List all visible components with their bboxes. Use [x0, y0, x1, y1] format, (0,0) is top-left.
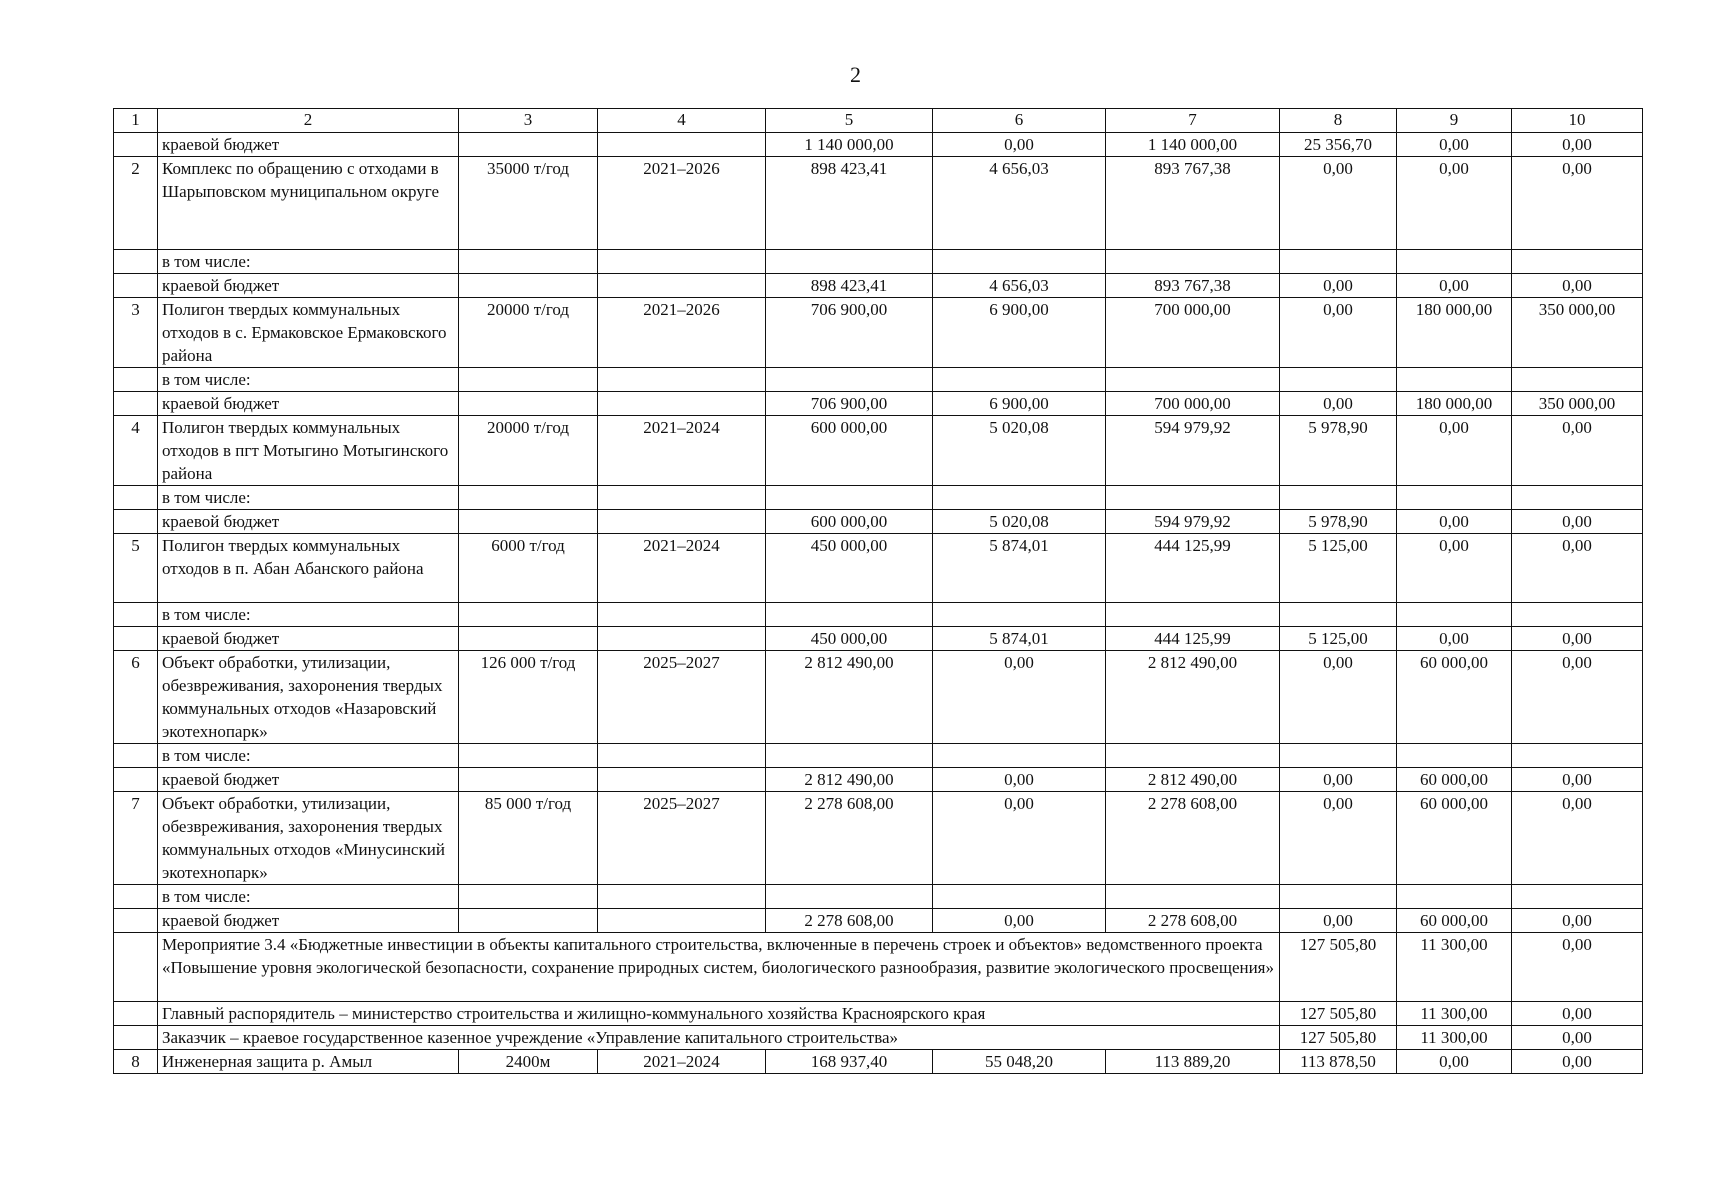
value-2026-cell: 11 300,00: [1397, 1026, 1512, 1050]
remaining-cell: 700 000,00: [1106, 392, 1280, 416]
total-cell: 898 423,41: [766, 274, 933, 298]
remaining-cell: 2 278 608,00: [1106, 792, 1280, 885]
value-2025-cell: 5 125,00: [1280, 534, 1397, 603]
table-row: [114, 298, 1643, 368]
name-cell: в том числе:: [158, 368, 459, 392]
capacity-cell: [459, 627, 598, 651]
value-2025-cell: [1280, 486, 1397, 510]
spent-cell: 0,00: [933, 909, 1106, 933]
remaining-cell: 444 125,99: [1106, 534, 1280, 603]
summary-row: [114, 933, 1643, 1002]
value-2027-cell: 0,00: [1512, 792, 1643, 885]
capacity-cell: [459, 133, 598, 157]
value-2025-cell: 113 878,50: [1280, 1050, 1397, 1074]
total-cell: 2 278 608,00: [766, 792, 933, 885]
header-cell: 7: [1106, 109, 1280, 133]
capacity-cell: [459, 768, 598, 792]
value-2027-cell: 0,00: [1512, 1026, 1643, 1050]
row-number-cell: [114, 933, 158, 1002]
remaining-cell: [1106, 744, 1280, 768]
period-cell: [598, 627, 766, 651]
value-2026-cell: 0,00: [1397, 274, 1512, 298]
value-2026-cell: [1397, 744, 1512, 768]
value-2026-cell: 11 300,00: [1397, 933, 1512, 1002]
summary-row: [114, 1026, 1643, 1050]
period-cell: [598, 603, 766, 627]
table-row: [114, 250, 1643, 274]
value-2025-cell: 0,00: [1280, 792, 1397, 885]
value-2025-cell: 127 505,80: [1280, 1002, 1397, 1026]
value-2026-cell: 60 000,00: [1397, 909, 1512, 933]
total-cell: 450 000,00: [766, 534, 933, 603]
value-2025-cell: 0,00: [1280, 651, 1397, 744]
value-2025-cell: 25 356,70: [1280, 133, 1397, 157]
value-2025-cell: 5 978,90: [1280, 416, 1397, 486]
header-cell: 9: [1397, 109, 1512, 133]
table-row: [114, 416, 1643, 486]
value-2026-cell: 0,00: [1397, 133, 1512, 157]
name-cell: в том числе:: [158, 603, 459, 627]
value-2025-cell: 5 978,90: [1280, 510, 1397, 534]
spent-cell: 5 020,08: [933, 510, 1106, 534]
remaining-cell: 2 812 490,00: [1106, 768, 1280, 792]
capacity-cell: 35000 т/год: [459, 157, 598, 250]
value-2025-cell: 5 125,00: [1280, 627, 1397, 651]
total-cell: 600 000,00: [766, 510, 933, 534]
remaining-cell: [1106, 885, 1280, 909]
name-cell: краевой бюджет: [158, 768, 459, 792]
value-2027-cell: 0,00: [1512, 627, 1643, 651]
row-number-cell: [114, 909, 158, 933]
table-row: [114, 133, 1643, 157]
value-2027-cell: 350 000,00: [1512, 298, 1643, 368]
value-2026-cell: 0,00: [1397, 416, 1512, 486]
value-2025-cell: 127 505,80: [1280, 933, 1397, 1002]
value-2026-cell: 60 000,00: [1397, 768, 1512, 792]
table-row: [114, 157, 1643, 250]
table-row: [114, 486, 1643, 510]
remaining-cell: 113 889,20: [1106, 1050, 1280, 1074]
summary-row: [114, 1002, 1643, 1026]
name-cell: в том числе:: [158, 885, 459, 909]
value-2027-cell: 0,00: [1512, 933, 1643, 1002]
name-cell: в том числе:: [158, 744, 459, 768]
table-row: [114, 909, 1643, 933]
spent-cell: 6 900,00: [933, 392, 1106, 416]
name-cell: краевой бюджет: [158, 909, 459, 933]
name-cell: в том числе:: [158, 486, 459, 510]
value-2027-cell: 0,00: [1512, 157, 1643, 250]
table-row: [114, 1050, 1643, 1074]
total-cell: 1 140 000,00: [766, 133, 933, 157]
row-number-cell: 2: [114, 157, 158, 250]
total-cell: 2 278 608,00: [766, 909, 933, 933]
spent-cell: 55 048,20: [933, 1050, 1106, 1074]
row-number-cell: [114, 1002, 158, 1026]
value-2026-cell: 180 000,00: [1397, 298, 1512, 368]
value-2026-cell: [1397, 885, 1512, 909]
remaining-cell: 2 278 608,00: [1106, 909, 1280, 933]
period-cell: [598, 768, 766, 792]
period-cell: [598, 909, 766, 933]
table-row: [114, 534, 1643, 603]
name-cell: краевой бюджет: [158, 510, 459, 534]
table-row: [114, 885, 1643, 909]
value-2026-cell: 0,00: [1397, 157, 1512, 250]
period-cell: 2021–2024: [598, 1050, 766, 1074]
remaining-cell: [1106, 368, 1280, 392]
header-cell: 4: [598, 109, 766, 133]
value-2027-cell: 0,00: [1512, 274, 1643, 298]
row-number-cell: [114, 368, 158, 392]
remaining-cell: [1106, 486, 1280, 510]
total-cell: [766, 885, 933, 909]
total-cell: [766, 744, 933, 768]
period-cell: [598, 274, 766, 298]
period-cell: 2025–2027: [598, 651, 766, 744]
total-cell: [766, 368, 933, 392]
value-2026-cell: [1397, 603, 1512, 627]
row-number-cell: [114, 392, 158, 416]
remaining-cell: 1 140 000,00: [1106, 133, 1280, 157]
spent-cell: [933, 603, 1106, 627]
header-row: [114, 109, 1643, 133]
row-number-cell: [114, 627, 158, 651]
value-2026-cell: 60 000,00: [1397, 651, 1512, 744]
header-cell: 1: [114, 109, 158, 133]
row-number-cell: 6: [114, 651, 158, 744]
table-row: [114, 627, 1643, 651]
spent-cell: 0,00: [933, 651, 1106, 744]
spent-cell: 5 874,01: [933, 627, 1106, 651]
total-cell: [766, 250, 933, 274]
total-cell: 2 812 490,00: [766, 651, 933, 744]
capacity-cell: [459, 744, 598, 768]
capacity-cell: [459, 250, 598, 274]
period-cell: [598, 133, 766, 157]
description-cell: Заказчик – краевое государственное казенное учреждение «Управление капитального строительства»: [158, 1026, 1280, 1050]
name-cell: краевой бюджет: [158, 274, 459, 298]
table-row: [114, 768, 1643, 792]
value-2026-cell: [1397, 486, 1512, 510]
capacity-cell: 85 000 т/год: [459, 792, 598, 885]
total-cell: 168 937,40: [766, 1050, 933, 1074]
name-cell: Полигон твердых коммунальных отходов в п. Абан Абанского района: [158, 534, 459, 603]
remaining-cell: 893 767,38: [1106, 157, 1280, 250]
remaining-cell: 2 812 490,00: [1106, 651, 1280, 744]
spent-cell: 0,00: [933, 792, 1106, 885]
remaining-cell: 594 979,92: [1106, 510, 1280, 534]
period-cell: 2021–2024: [598, 416, 766, 486]
spent-cell: 5 020,08: [933, 416, 1106, 486]
total-cell: 706 900,00: [766, 298, 933, 368]
period-cell: [598, 885, 766, 909]
period-cell: 2025–2027: [598, 792, 766, 885]
remaining-cell: 594 979,92: [1106, 416, 1280, 486]
name-cell: Инженерная защита р. Амыл: [158, 1050, 459, 1074]
capacity-cell: [459, 486, 598, 510]
row-number-cell: 4: [114, 416, 158, 486]
total-cell: [766, 486, 933, 510]
value-2025-cell: [1280, 603, 1397, 627]
value-2026-cell: [1397, 368, 1512, 392]
table-row: [114, 651, 1643, 744]
name-cell: Объект обработки, утилизации, обезвреживания, захоронения твердых коммунальных отходов «Минусинский экотехнопарк»: [158, 792, 459, 885]
value-2025-cell: 0,00: [1280, 909, 1397, 933]
value-2025-cell: [1280, 250, 1397, 274]
total-cell: 450 000,00: [766, 627, 933, 651]
row-number-cell: [114, 250, 158, 274]
spent-cell: [933, 250, 1106, 274]
value-2027-cell: 0,00: [1512, 416, 1643, 486]
row-number-cell: [114, 885, 158, 909]
capacity-cell: [459, 885, 598, 909]
row-number-cell: [114, 133, 158, 157]
value-2026-cell: [1397, 250, 1512, 274]
spent-cell: [933, 885, 1106, 909]
spent-cell: [933, 486, 1106, 510]
value-2027-cell: [1512, 744, 1643, 768]
value-2027-cell: [1512, 486, 1643, 510]
name-cell: в том числе:: [158, 250, 459, 274]
period-cell: 2021–2026: [598, 298, 766, 368]
capacity-cell: [459, 603, 598, 627]
header-cell: 2: [158, 109, 459, 133]
row-number-cell: [114, 1026, 158, 1050]
spent-cell: 0,00: [933, 768, 1106, 792]
value-2025-cell: [1280, 885, 1397, 909]
table-row: [114, 392, 1643, 416]
row-number-cell: [114, 603, 158, 627]
table-row: [114, 744, 1643, 768]
header-cell: 3: [459, 109, 598, 133]
value-2025-cell: [1280, 368, 1397, 392]
value-2027-cell: [1512, 368, 1643, 392]
value-2025-cell: 0,00: [1280, 157, 1397, 250]
spent-cell: [933, 368, 1106, 392]
total-cell: 600 000,00: [766, 416, 933, 486]
header-cell: 8: [1280, 109, 1397, 133]
period-cell: 2021–2024: [598, 534, 766, 603]
capacity-cell: [459, 368, 598, 392]
row-number-cell: [114, 274, 158, 298]
capacity-cell: 6000 т/год: [459, 534, 598, 603]
name-cell: краевой бюджет: [158, 392, 459, 416]
name-cell: Полигон твердых коммунальных отходов в пгт Мотыгино Мотыгинского района: [158, 416, 459, 486]
row-number-cell: [114, 744, 158, 768]
row-number-cell: [114, 486, 158, 510]
value-2027-cell: 0,00: [1512, 133, 1643, 157]
period-cell: 2021–2026: [598, 157, 766, 250]
row-number-cell: [114, 768, 158, 792]
table-row: [114, 368, 1643, 392]
value-2026-cell: 0,00: [1397, 1050, 1512, 1074]
total-cell: 706 900,00: [766, 392, 933, 416]
value-2027-cell: [1512, 603, 1643, 627]
value-2025-cell: 0,00: [1280, 392, 1397, 416]
capacity-cell: 2400м: [459, 1050, 598, 1074]
value-2027-cell: 0,00: [1512, 1050, 1643, 1074]
spent-cell: 6 900,00: [933, 298, 1106, 368]
header-cell: 10: [1512, 109, 1643, 133]
value-2025-cell: 0,00: [1280, 274, 1397, 298]
capacity-cell: [459, 510, 598, 534]
header-cell: 5: [766, 109, 933, 133]
table-row: [114, 792, 1643, 885]
name-cell: Комплекс по обращению с отходами в Шарыповском муниципальном округе: [158, 157, 459, 250]
row-number-cell: 8: [114, 1050, 158, 1074]
value-2027-cell: [1512, 885, 1643, 909]
capacity-cell: [459, 392, 598, 416]
period-cell: [598, 510, 766, 534]
period-cell: [598, 744, 766, 768]
value-2026-cell: 60 000,00: [1397, 792, 1512, 885]
value-2025-cell: 127 505,80: [1280, 1026, 1397, 1050]
remaining-cell: 700 000,00: [1106, 298, 1280, 368]
value-2026-cell: 180 000,00: [1397, 392, 1512, 416]
spent-cell: 0,00: [933, 133, 1106, 157]
value-2027-cell: 0,00: [1512, 1002, 1643, 1026]
capacity-cell: [459, 909, 598, 933]
value-2025-cell: 0,00: [1280, 768, 1397, 792]
value-2027-cell: 0,00: [1512, 909, 1643, 933]
value-2025-cell: 0,00: [1280, 298, 1397, 368]
value-2027-cell: [1512, 250, 1643, 274]
period-cell: [598, 250, 766, 274]
description-cell: Главный распорядитель – министерство строительства и жилищно-коммунального хозяйства Красноярского края: [158, 1002, 1280, 1026]
page-number: 2: [850, 62, 861, 87]
name-cell: Объект обработки, утилизации, обезвреживания, захоронения твердых коммунальных отходов «Назаровский экотехнопарк»: [158, 651, 459, 744]
remaining-cell: [1106, 603, 1280, 627]
value-2026-cell: 0,00: [1397, 510, 1512, 534]
name-cell: Полигон твердых коммунальных отходов в с. Ермаковское Ермаковского района: [158, 298, 459, 368]
value-2027-cell: 0,00: [1512, 651, 1643, 744]
value-2027-cell: 0,00: [1512, 768, 1643, 792]
name-cell: краевой бюджет: [158, 627, 459, 651]
header-cell: 6: [933, 109, 1106, 133]
value-2026-cell: 11 300,00: [1397, 1002, 1512, 1026]
total-cell: 2 812 490,00: [766, 768, 933, 792]
spent-cell: 5 874,01: [933, 534, 1106, 603]
total-cell: [766, 603, 933, 627]
table-row: [114, 603, 1643, 627]
value-2027-cell: 0,00: [1512, 510, 1643, 534]
spent-cell: 4 656,03: [933, 274, 1106, 298]
value-2026-cell: 0,00: [1397, 534, 1512, 603]
period-cell: [598, 392, 766, 416]
row-number-cell: 3: [114, 298, 158, 368]
table-row: [114, 510, 1643, 534]
value-2026-cell: 0,00: [1397, 627, 1512, 651]
row-number-cell: [114, 510, 158, 534]
remaining-cell: 893 767,38: [1106, 274, 1280, 298]
row-number-cell: 5: [114, 534, 158, 603]
capacity-cell: 20000 т/год: [459, 298, 598, 368]
period-cell: [598, 368, 766, 392]
row-number-cell: 7: [114, 792, 158, 885]
value-2025-cell: [1280, 744, 1397, 768]
spent-cell: 4 656,03: [933, 157, 1106, 250]
description-cell: Мероприятие 3.4 «Бюджетные инвестиции в объекты капитального строительства, включенные в перечень строек и объектов» ведомственного проекта «Повышение уровня экологической безопасности, сохранение природных систем, биологического разнообразия, развитие экологического просвещения»: [158, 933, 1280, 1002]
capacity-cell: 126 000 т/год: [459, 651, 598, 744]
spent-cell: [933, 744, 1106, 768]
capacity-cell: 20000 т/год: [459, 416, 598, 486]
name-cell: краевой бюджет: [158, 133, 459, 157]
remaining-cell: [1106, 250, 1280, 274]
table-row: [114, 274, 1643, 298]
capacity-cell: [459, 274, 598, 298]
total-cell: 898 423,41: [766, 157, 933, 250]
budget-table: [113, 108, 1643, 1074]
value-2027-cell: 0,00: [1512, 534, 1643, 603]
period-cell: [598, 486, 766, 510]
value-2027-cell: 350 000,00: [1512, 392, 1643, 416]
remaining-cell: 444 125,99: [1106, 627, 1280, 651]
